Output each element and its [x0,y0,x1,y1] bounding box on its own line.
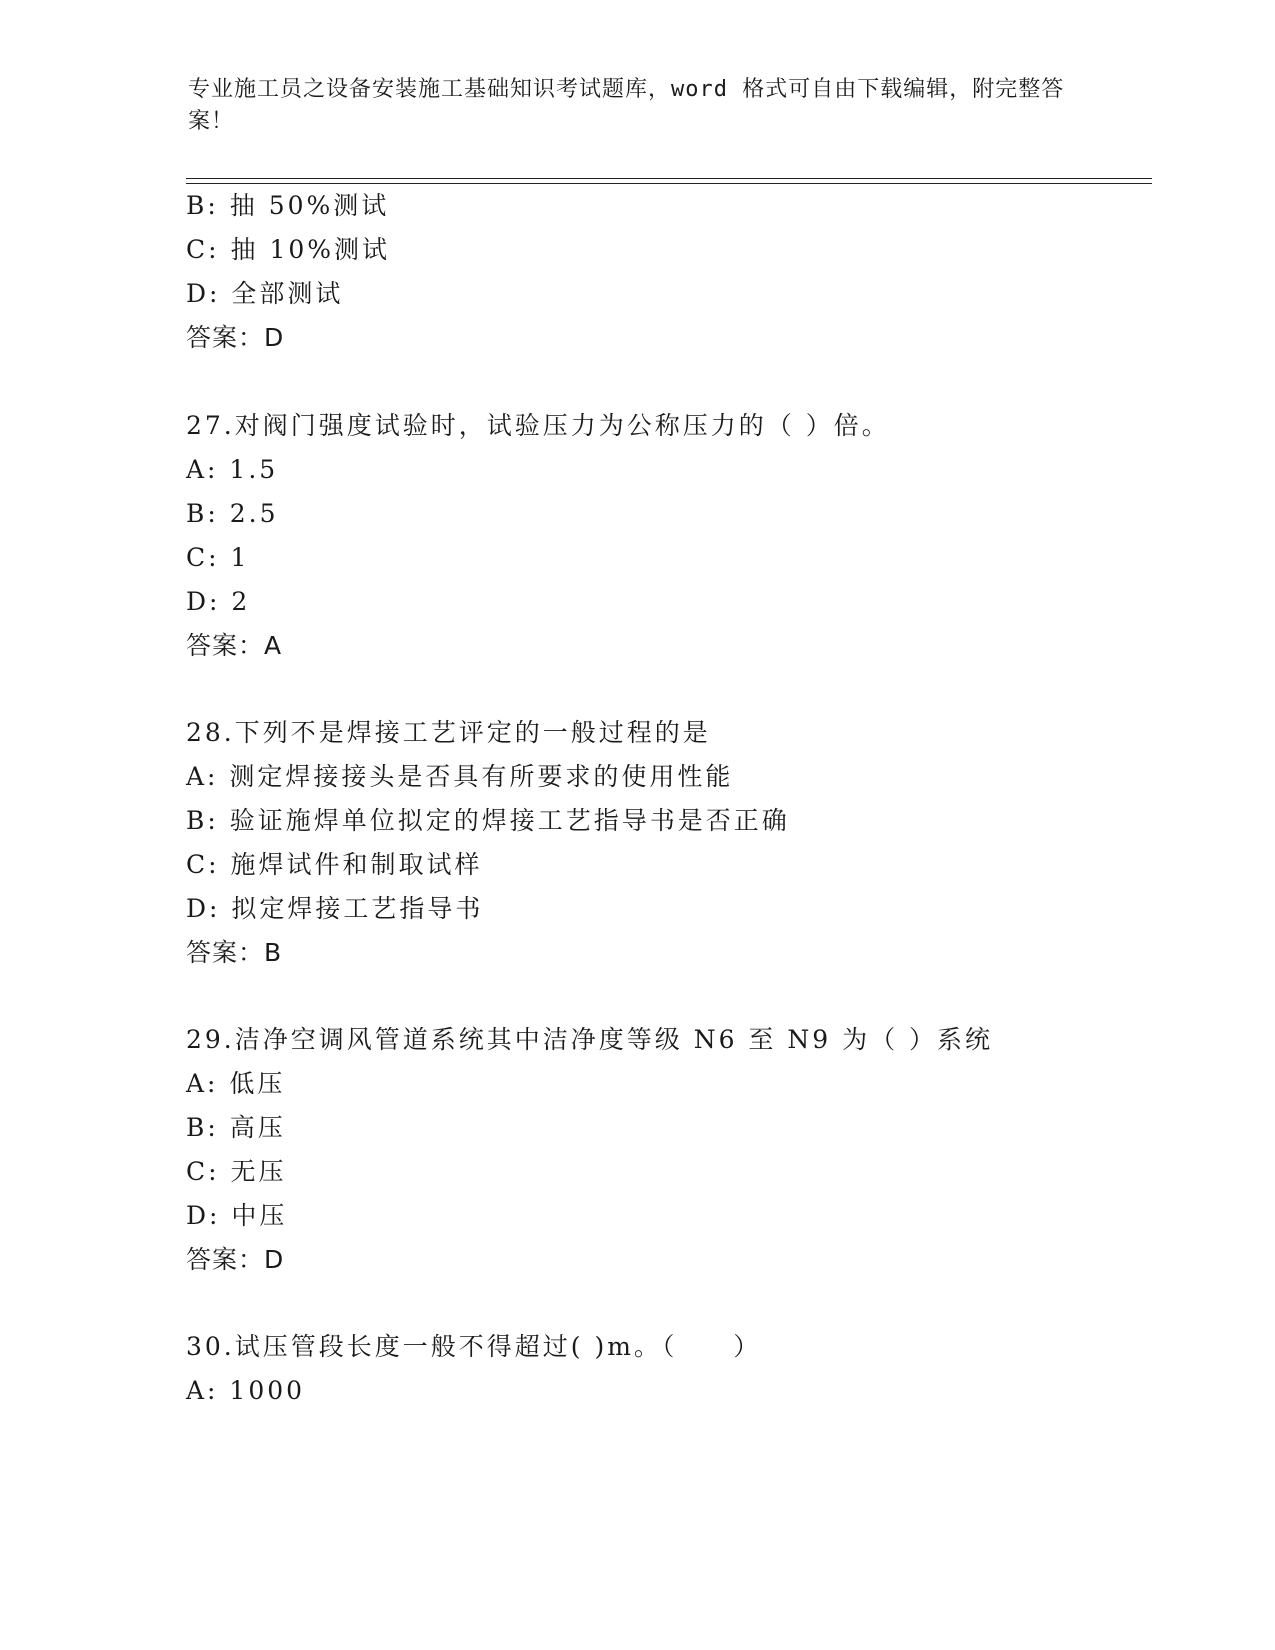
question-29-stem: 29.洁净空调风管道系统其中洁净度等级 N6 至 N9 为（ ）系统 [186,1025,994,1054]
question-28-option-b: B: 验证施焊单位拟定的焊接工艺指导书是否正确 [186,806,790,835]
question-28-option-a: A: 测定焊接接头是否具有所要求的使用性能 [186,762,734,791]
option-c: C: 抽 10%测试 [186,235,391,264]
answer: 答案：D [186,323,285,352]
question-28-option-c: C: 施焊试件和制取试样 [186,850,483,879]
question-27-stem: 27.对阀门强度试验时，试验压力为公称压力的（ ）倍。 [186,411,890,440]
question-27-option-d: D: 2 [186,587,251,616]
header-divider-top [186,178,1152,179]
option-d: D: 全部测试 [186,279,344,308]
question-30-stem: 30.试压管段长度一般不得超过( )m。（ ） [186,1332,762,1361]
question-29-option-d: D: 中压 [186,1201,288,1230]
question-27-answer: 答案：A [186,631,283,660]
question-27-option-c: C: 1 [186,543,250,572]
option-b: B: 抽 50%测试 [186,191,390,220]
header-divider-bottom [186,183,1152,184]
question-29-answer: 答案：D [186,1245,285,1274]
question-28-stem: 28.下列不是焊接工艺评定的一般过程的是 [186,718,711,747]
question-29-option-c: C: 无压 [186,1157,287,1186]
question-27-option-b: B: 2.5 [186,499,279,528]
document-header: 专业施工员之设备安装施工基础知识考试题库，word 格式可自由下载编辑，附完整答案！ [188,77,1065,134]
question-29-option-b: B: 高压 [186,1113,286,1142]
question-30-option-a: A: 1000 [186,1376,306,1405]
question-28-answer: 答案：B [186,938,283,967]
question-27-option-a: A: 1.5 [186,455,279,484]
question-28-option-d: D: 拟定焊接工艺指导书 [186,894,484,923]
question-29-option-a: A: 低压 [186,1069,286,1098]
